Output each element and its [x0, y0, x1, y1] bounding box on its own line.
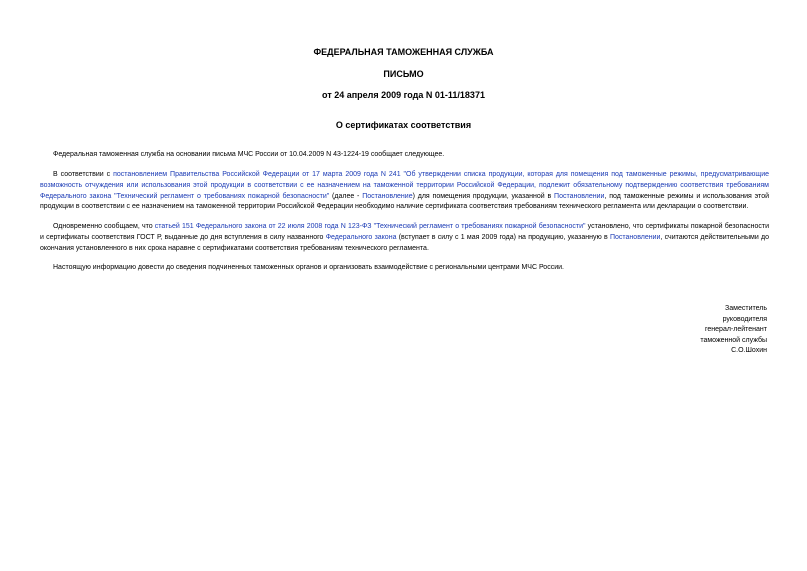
paragraph-requirements-text-3: ) для помещения продукции, указанной в: [412, 192, 555, 200]
document-date-number: от 24 апреля 2009 года N 01-11/18371: [322, 90, 485, 100]
signature-position-line-2: руководителя: [722, 315, 767, 323]
signature-block: [700, 304, 767, 357]
signature-name: С.О.Шохин: [731, 347, 767, 355]
paragraph-requirements-text-4: , под таможенные режимы и использования этой продукции в соответствии с ее назначением на таможенной территории Российской Федерации необходимо наличие сертификата соответствия требованиям технического регламента или декларации о соответствии.: [40, 192, 769, 211]
link-resolution-products[interactable]: Постановлении: [609, 233, 661, 241]
paragraph-certificates-validity: [40, 222, 769, 254]
paragraph-requirements-text-1: В соответствии с: [53, 171, 114, 178]
link-article-151[interactable]: статьей 151 Федерального закона от 22 июля 2008 года N 123-ФЗ "Технический регламент о требованиях пожарной безопасности": [154, 223, 586, 230]
paragraph-instruction: [40, 263, 769, 274]
paragraph-validity-text-3: (вступает в силу с 1 мая 2009 года) на продукцию, указанную в: [396, 233, 610, 241]
link-resolution-reference[interactable]: Постановлении: [554, 192, 605, 200]
paragraph-requirements: [40, 170, 769, 213]
paragraph-validity-text-1: Одновременно сообщаем, что: [53, 223, 155, 230]
paragraph-validity-text-2: установлено, что сертификаты пожарной безопасности и сертификаты соответствия ГОСТ Р, выданные до дня вступления в силу названного: [40, 223, 770, 241]
document-subject: О сертификатах соответствия: [335, 120, 472, 130]
link-federal-law[interactable]: Федерального закона: [325, 233, 397, 241]
signature-position-line-1: Заместитель: [725, 305, 767, 312]
paragraph-validity-text-4: , считаются действительными до окончания установленного в них срока наравне с сертификатами соответствия требованиям технического регламента.: [40, 233, 769, 252]
signature-position-line-3: таможенной службы: [700, 336, 767, 344]
agency-title: ФЕДЕРАЛЬНАЯ ТАМОЖЕННАЯ СЛУЖБА: [313, 47, 494, 57]
link-resolution-short[interactable]: Постановление: [362, 192, 413, 200]
paragraph-instruction-text: Настоящую информацию довести до сведения подчиненных таможенных органов и организовать взаимодействие с региональными центрами МЧС России.: [53, 264, 564, 271]
paragraph-intro-text: Федеральная таможенная служба на основании письма МЧС России от 10.04.2009 N 43-1224-19 сообщает следующее.: [53, 151, 445, 158]
document-type: ПИСЬМО: [383, 69, 424, 79]
signature-rank: генерал-лейтенант: [705, 326, 767, 334]
link-government-resolution[interactable]: постановлением Правительства Российской Федерации от 17 марта 2009 года N 241 "Об утверждении списка продукции, которая для помещения под таможенные режимы, предусматривающие возможность отчуждения или использования этой продукции в соответствии с ее назначением на таможенной территории Российской Федерации, подлежит обязательному подтверждению соответствия требованиям Федерального закона "Технический регламент о требованиях пожарной безопасности": [40, 171, 769, 200]
paragraph-intro: [40, 150, 769, 161]
paragraph-requirements-text-2: (далее -: [329, 192, 363, 200]
